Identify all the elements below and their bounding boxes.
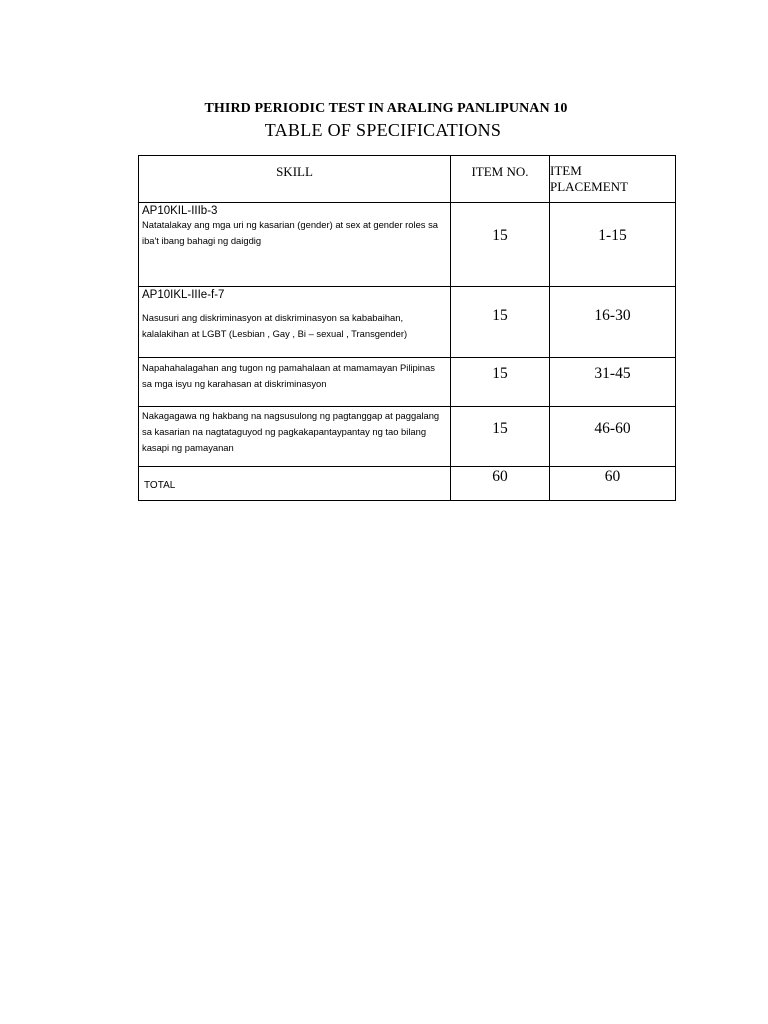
skill-cell — [139, 203, 451, 287]
item-no-cell: 15 — [451, 287, 550, 358]
item-no-cell: 15 — [451, 358, 550, 407]
placement-cell: 16-30 — [550, 287, 676, 358]
skill-cell — [139, 407, 451, 467]
competency-code: AP10KIL-IIIb-3 — [142, 205, 218, 217]
competency-code: AP10IKL-IIIe-f-7 — [142, 289, 225, 301]
table-row — [139, 358, 676, 407]
competency-description: Napahahalagahan ang tugon ng pamahalaan at mamamayan Pilipinas sa mga isyu ng karahasan at diskriminasyon — [142, 362, 435, 389]
competency-description: Nasusuri ang diskriminasyon at diskriminasyon sa kababaihan, kalalakihan at LGBT (Lesbian , Gay , Bi – sexual , Transgender) — [142, 312, 408, 339]
document-subtitle: TABLE OF SPECIFICATIONS — [264, 120, 502, 140]
item-no-cell: 15 — [451, 203, 550, 287]
specifications-table — [138, 155, 676, 501]
skill-cell — [139, 358, 451, 407]
total-label-cell: TOTAL — [139, 467, 451, 501]
table-row — [139, 407, 676, 467]
table-row — [139, 203, 676, 287]
table-header-row — [139, 156, 676, 203]
competency-description: Natatalakay ang mga uri ng kasarian (gender) at sex at gender roles sa iba't ibang bahagi ng daigdig — [142, 219, 438, 246]
total-row — [139, 467, 676, 501]
table-row — [139, 287, 676, 358]
header-item-placement: ITEM PLACEMENT — [550, 156, 676, 203]
total-item-no-cell: 60 — [451, 467, 550, 501]
header-item-no: ITEM NO. — [451, 156, 550, 203]
item-no-cell: 15 — [451, 407, 550, 467]
header-skill: SKILL — [139, 156, 451, 203]
placement-cell: 31-45 — [550, 358, 676, 407]
placement-cell: 1-15 — [550, 203, 676, 287]
placement-cell: 46-60 — [550, 407, 676, 467]
competency-description: Nakagagawa ng hakbang na nagsusulong ng pagtanggap at paggalang sa kasarian na nagtataguyod ng pagkakapantaypantay ng tao bilang kasapi ng pamayanan — [142, 410, 440, 453]
document-title: THIRD PERIODIC TEST IN ARALING PANLIPUNAN 10 — [204, 101, 568, 116]
skill-cell — [139, 287, 451, 358]
total-placement-cell: 60 — [550, 467, 676, 501]
